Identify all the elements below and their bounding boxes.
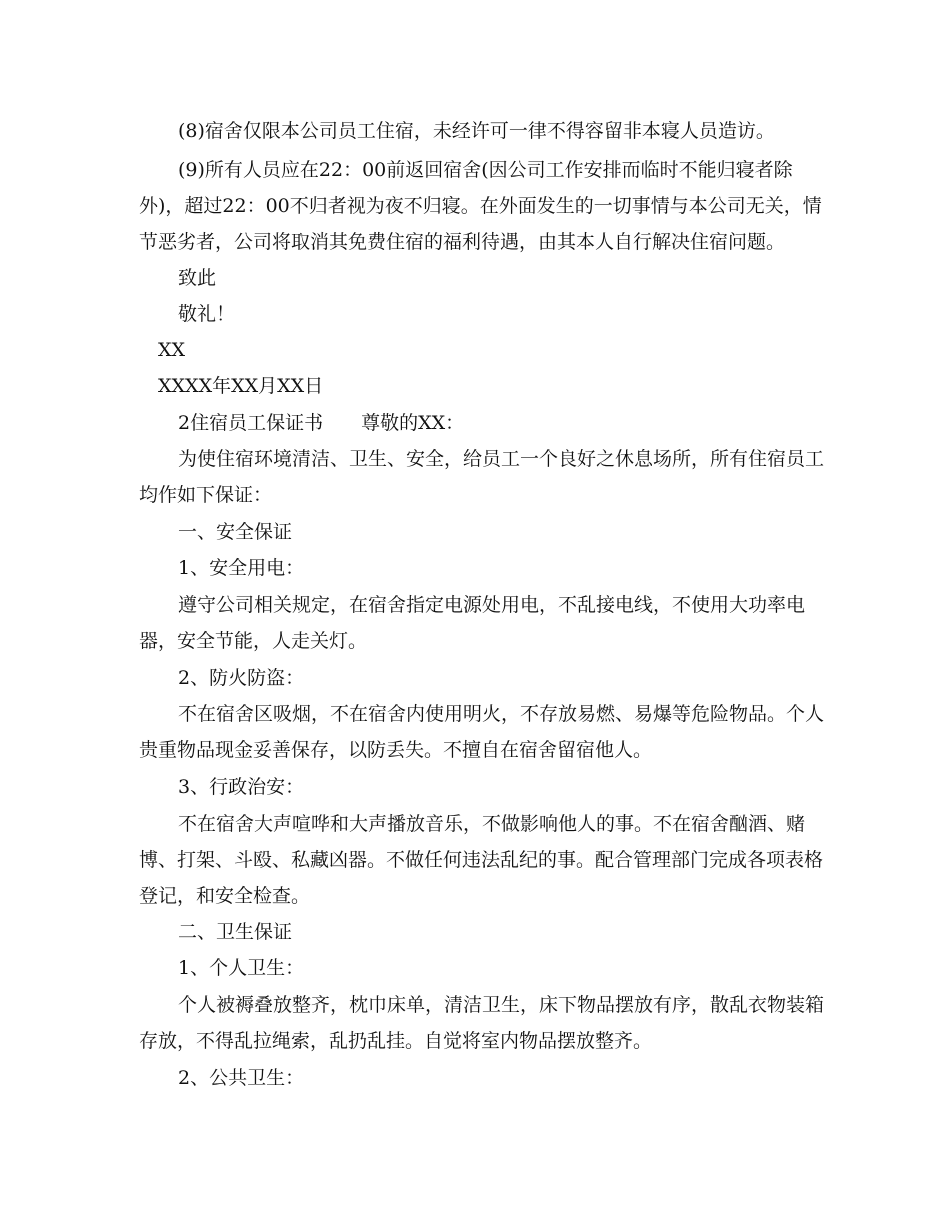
hygiene-heading: 二、卫生保证 xyxy=(178,921,293,943)
intro-line-1: 为使住宿环境清洁、卫生、安全，给员工一个良好之休息场所，所有住宿员工 xyxy=(178,448,825,470)
personal-hygiene-line-1: 个人被褥叠放整齐，枕巾床单，清洁卫生，床下物品摆放有序，散乱衣物装箱 xyxy=(178,994,825,1016)
fire-theft-line-2: 贵重物品现金妥善保存，以防丢失。不擅自在宿舍留宿他人。 xyxy=(139,739,653,761)
safety-electric-heading: 1、安全用电： xyxy=(178,557,305,579)
rule-9-line-1: (9)所有人员应在22：00前返回宿舍(因公司工作安排而临时不能归寝者除 xyxy=(178,159,793,181)
signature-date: XXXX年XX月XX日 xyxy=(158,375,324,397)
closing-zhici: 致此 xyxy=(178,267,217,289)
section-2-heading: 2住宿员工保证书 尊敬的XX： xyxy=(178,412,465,434)
fire-theft-heading: 2、防火防盗： xyxy=(178,667,305,689)
security-heading: 3、行政治安： xyxy=(178,776,305,798)
security-line-1: 不在宿舍大声喧哗和大声播放音乐，不做影响他人的事。不在宿舍酗酒、赌 xyxy=(178,813,806,835)
safety-electric-line-2: 器，安全节能，人走关灯。 xyxy=(139,630,368,652)
closing-jingli: 敬礼！ xyxy=(178,303,236,325)
safety-heading: 一、安全保证 xyxy=(178,521,293,543)
security-line-2: 博、打架、斗殴、私藏凶器。不做任何违法乱纪的事。配合管理部门完成各项表格 xyxy=(139,849,824,871)
signature-name: XX xyxy=(158,339,186,361)
rule-8-line: (8)宿舍仅限本公司员工住宿，未经许可一律不得容留非本寝人员造访。 xyxy=(178,120,775,142)
fire-theft-line-1: 不在宿舍区吸烟，不在宿舍内使用明火，不存放易燃、易爆等危险物品。个人 xyxy=(178,703,825,725)
public-hygiene-heading: 2、公共卫生： xyxy=(178,1067,305,1089)
security-line-3: 登记，和安全检查。 xyxy=(139,885,311,907)
personal-hygiene-heading: 1、个人卫生： xyxy=(178,957,305,979)
safety-electric-line-1: 遵守公司相关规定，在宿舍指定电源处用电，不乱接电线，不使用大功率电 xyxy=(178,594,806,616)
intro-line-2: 均作如下保证： xyxy=(139,484,273,506)
personal-hygiene-line-2: 存放，不得乱拉绳索，乱扔乱挂。自觉将室内物品摆放整齐。 xyxy=(139,1030,653,1052)
rule-9-line-3: 节恶劣者，公司将取消其免费住宿的福利待遇，由其本人自行解决住宿问题。 xyxy=(139,231,786,253)
rule-9-line-2: 外)，超过22：00不归者视为夜不归寝。在外面发生的一切事情与本公司无关，情 xyxy=(139,195,822,217)
